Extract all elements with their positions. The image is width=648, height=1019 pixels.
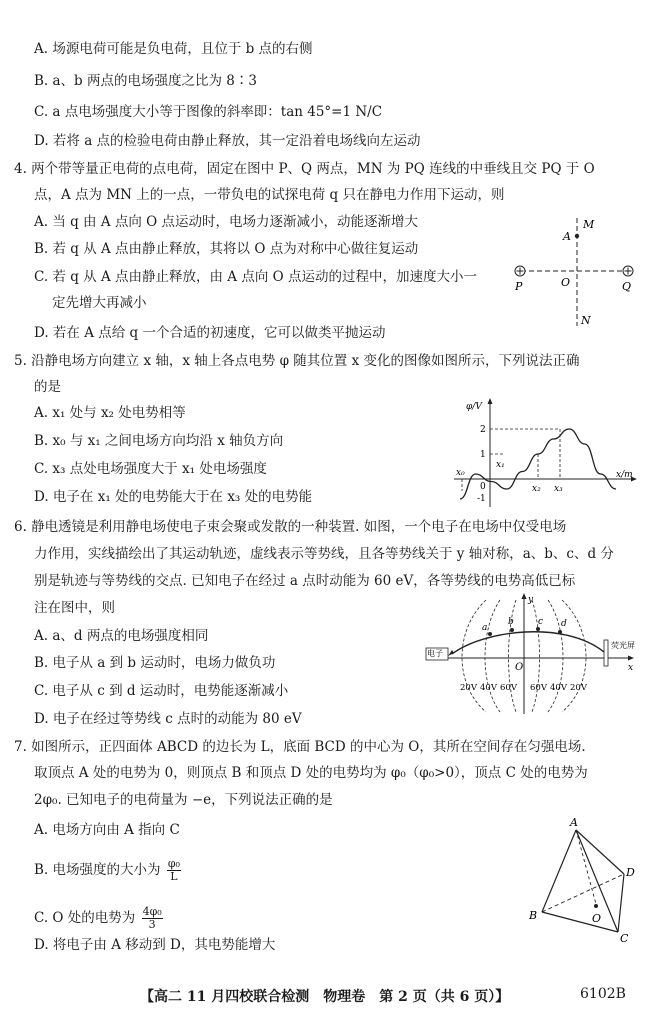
q5-option-d: D. 电子在 x₁ 处的电势能大于在 x₃ 处的电势能 bbox=[34, 489, 313, 505]
hidden-edge-bd bbox=[542, 874, 624, 912]
q7-option-a: A. 电场方向由 A 指向 C bbox=[34, 822, 180, 838]
tick-y-0: 0 bbox=[480, 482, 486, 492]
label-b: b bbox=[508, 617, 514, 627]
tick-y-1: 1 bbox=[480, 450, 486, 460]
q6-stem-3: 别是轨迹与等势线的交点. 已知电子在经过 a 点时动能为 60 eV，各等势线的电势高低已标 bbox=[34, 573, 576, 589]
q4-option-a: A. 当 q 由 A 点向 O 点运动时，电场力逐渐减小，动能逐渐增大 bbox=[34, 214, 419, 230]
q6-stem-1: 6. 静电透镜是利用静电场使电子束会聚或发散的一种装置. 如图，一个电子在电场中仅受电场 bbox=[14, 519, 567, 535]
fraction-denominator: L bbox=[170, 870, 178, 883]
point-a bbox=[488, 632, 492, 636]
label-o: O bbox=[515, 662, 524, 673]
q4-option-c-2: 定先增大再减小 bbox=[52, 295, 147, 311]
label-screen: 荧光屏 bbox=[611, 641, 635, 650]
q7-option-b-fraction bbox=[167, 858, 181, 883]
q6-stem-2: 力作用，实线描绘出了其运动轨迹，虚线表示等势线，且各等势线关于 y 轴对称，a、b、c、d 分 bbox=[34, 546, 614, 562]
label-q: Q bbox=[622, 280, 632, 293]
label-o: O bbox=[592, 912, 602, 925]
q3-option-b: B. a、b 两点的电场强度之比为 8∶3 bbox=[34, 73, 257, 89]
q6-option-d: D. 电子在经过等势线 c 点时的动能为 80 eV bbox=[34, 711, 302, 727]
q3-option-a: A. 场源电荷可能是负电荷，且位于 b 点的右侧 bbox=[34, 41, 313, 57]
label-b: B bbox=[529, 909, 538, 922]
label-n: N bbox=[581, 314, 591, 327]
q7-option-b-text: B. 电场强度的大小为 bbox=[34, 862, 161, 878]
q5-option-b: B. x₀ 与 x₁ 之间电场方向均沿 x 轴负方向 bbox=[34, 433, 284, 449]
q5-stem-2: 的是 bbox=[34, 379, 61, 395]
label-p: P bbox=[515, 280, 523, 293]
label-m: M bbox=[583, 218, 595, 231]
label-o: O bbox=[561, 276, 571, 289]
q3-option-d: D. 若将 a 点的检验电荷由静止释放，其一定沿着电场线向左运动 bbox=[34, 133, 421, 149]
label-c: c bbox=[538, 617, 544, 627]
tick-x1: x₁ bbox=[496, 460, 505, 470]
q6-option-b: B. 电子从 a 到 b 运动时，电场力做负功 bbox=[34, 655, 276, 671]
pot-label-2: 40V bbox=[480, 683, 497, 693]
footer-title: 【高二 11 月四校联合检测 物理卷 第 2 页（共 6 页）】 bbox=[140, 989, 510, 1005]
label-d: d bbox=[561, 619, 567, 629]
screen-icon bbox=[604, 640, 608, 666]
q6-figure bbox=[424, 590, 642, 718]
point-b bbox=[510, 628, 514, 632]
point-d bbox=[558, 630, 562, 634]
tick-y-neg1: -1 bbox=[477, 494, 486, 504]
electron-trajectory bbox=[452, 632, 604, 654]
q7-figure bbox=[520, 812, 640, 950]
q3-option-c: C. a 点电场强度大小等于图像的斜率即：tan 45°=1 N/C bbox=[34, 104, 383, 120]
pot-label-1: 20V bbox=[460, 683, 477, 693]
height-line bbox=[576, 830, 596, 904]
q4-option-d: D. 若在 A 点给 q 一个合适的初速度，它可以做类平抛运动 bbox=[34, 325, 386, 341]
label-y: y bbox=[528, 595, 534, 605]
q5-option-a: A. x₁ 处与 x₂ 处电势相等 bbox=[34, 405, 186, 421]
pot-label-6: 20V bbox=[570, 683, 587, 693]
q4-option-c-1: C. 若 q 从 A 点由静止释放，由 A 点向 O 点运动的过程中，加速度大小一 bbox=[34, 269, 477, 285]
tick-x3: x₃ bbox=[554, 484, 563, 494]
q7-option-c-text: C. O 处的电势为 bbox=[34, 910, 136, 926]
fraction-denominator: 3 bbox=[148, 918, 156, 931]
q7-option-d: D. 将电子由 A 移动到 D，其电势能增大 bbox=[34, 937, 276, 953]
q7-stem-1: 7. 如图所示，正四面体 ABCD 的边长为 L，底面 BCD 的中心为 O，其所在空间存在匀强电场. bbox=[14, 739, 586, 755]
pot-label-4: 60V bbox=[530, 683, 547, 693]
q4-stem-2: 点，A 点为 MN 上的一点，一带负电的试探电荷 q 只在静电力作用下运动，则 bbox=[34, 187, 505, 203]
pot-label-5: 40V bbox=[550, 683, 567, 693]
label-d: D bbox=[626, 866, 635, 879]
q7-option-c-fraction bbox=[142, 906, 163, 931]
footer-code: 6102B bbox=[580, 986, 626, 1002]
tick-x0: x₀ bbox=[456, 468, 465, 478]
q6-option-c: C. 电子从 c 到 d 运动时，电势能逐渐减小 bbox=[34, 683, 289, 699]
fraction-numerator: φ₀ bbox=[167, 857, 180, 870]
fraction-numerator: 4φ₀ bbox=[142, 905, 162, 918]
x-axis-label: x/m bbox=[616, 470, 633, 480]
point-a bbox=[575, 234, 579, 238]
q7-stem-3: 2φ₀. 已知电子的电荷量为 −e，下列说法正确的是 bbox=[34, 792, 333, 808]
label-a: a bbox=[482, 623, 488, 633]
label-c: C bbox=[620, 932, 629, 945]
label-a: A bbox=[563, 230, 571, 243]
q5-figure bbox=[448, 395, 640, 513]
q7-option-b bbox=[34, 858, 181, 883]
q4-figure bbox=[505, 210, 645, 330]
q7-stem-2: 取顶点 A 处的电势为 0，则顶点 B 和顶点 D 处的电势均为 φ₀（φ₀>0），顶点 C 处的电势为 bbox=[34, 765, 588, 781]
q7-option-c bbox=[34, 906, 163, 931]
label-x: x bbox=[628, 663, 634, 673]
point-c bbox=[536, 627, 540, 631]
q4-stem-1: 4. 两个带等量正电荷的点电荷，固定在图中 P、Q 两点，MN 为 PQ 连线的中垂线且交 PQ 于 O bbox=[14, 161, 595, 177]
tick-y-2: 2 bbox=[480, 425, 486, 435]
q5-stem-1: 5. 沿静电场方向建立 x 轴，x 轴上各点电势 φ 随其位置 x 变化的图像如图所示，下列说法正确 bbox=[14, 353, 580, 369]
tick-x2: x₂ bbox=[532, 484, 541, 494]
q6-option-a: A. a、d 两点的电场强度相同 bbox=[34, 628, 209, 644]
q5-option-c: C. x₃ 点处电场强度大于 x₁ 处电场强度 bbox=[34, 461, 267, 477]
q6-stem-4: 注在图中，则 bbox=[34, 600, 115, 616]
tetrahedron bbox=[542, 830, 624, 932]
label-gun: 电子 bbox=[427, 649, 443, 658]
y-axis-label: φ/V bbox=[466, 402, 482, 412]
q4-option-b: B. 若 q 从 A 点由静止释放，其将以 O 点为对称中心做往复运动 bbox=[34, 241, 419, 257]
point-o bbox=[594, 904, 598, 908]
pot-label-3: 60V bbox=[500, 683, 517, 693]
label-a: A bbox=[570, 816, 578, 829]
